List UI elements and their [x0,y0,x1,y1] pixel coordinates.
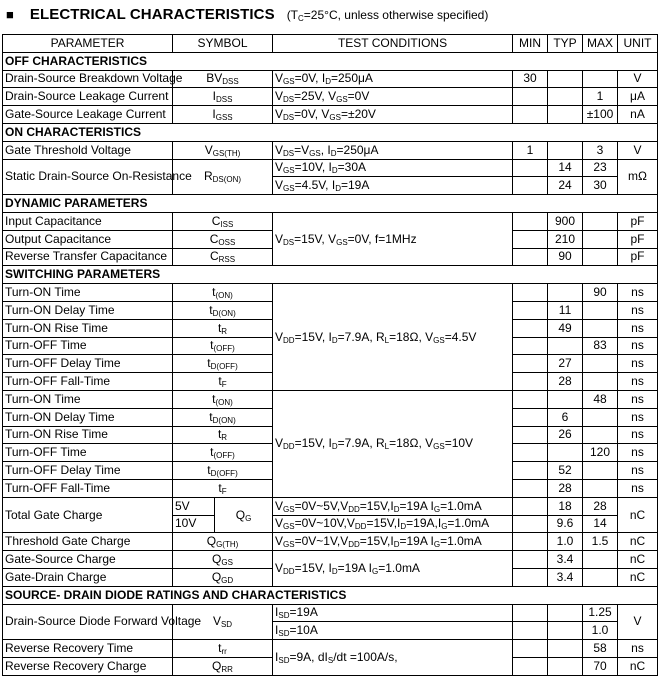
table-cell: Static Drain-Source On-Resistance [3,159,173,195]
table-cell: $V_{SD}$ [173,604,273,640]
table-cell [513,408,548,426]
section-title: SOURCE- DRAIN DIODE RATINGS AND CHARACTERISTICS [3,586,658,604]
table-cell: $t_{(ON)}$ [173,284,273,302]
table-cell [548,337,583,355]
table-cell: 48 [583,390,618,408]
section-row [3,586,658,604]
table-cell: 24 [548,177,583,195]
table-cell: $Q_{GD}$ [173,568,273,586]
table-cell [513,390,548,408]
table-cell: 70 [583,657,618,675]
table-cell: 900 [548,212,583,230]
table-cell [548,70,583,88]
table-cell: $I_{SD}=9A$, $dI_S/dt =100A/s$, [273,640,513,676]
table-cell: 26 [548,426,583,444]
table-cell: Turn-OFF Fall-Time [3,373,173,391]
table-cell: $C_{OSS}$ [173,230,273,248]
table-cell [513,177,548,195]
table-cell: 3.4 [548,551,583,569]
section-row [3,195,658,213]
table-row [3,497,658,515]
table-cell [583,551,618,569]
table-cell: Input Capacitance [3,212,173,230]
table-cell: Gate-Source Leakage Current [3,106,173,124]
table-cell: $t_{D(OFF)}$ [173,355,273,373]
page-title: ELECTRICAL CHARACTERISTICS [29,6,275,23]
table-cell: $t_{(ON)}$ [173,390,273,408]
section-row [3,123,658,141]
table-cell: Threshold Gate Charge [3,533,173,551]
column-header: SYMBOL [173,35,273,53]
table-cell [548,622,583,640]
table-cell [548,284,583,302]
table-cell: 9.6 [548,515,583,533]
table-cell [513,248,548,266]
table-cell [548,88,583,106]
bullet-square-icon: ■ [6,7,14,22]
table-cell [513,657,548,675]
table-cell [513,444,548,462]
table-cell [583,301,618,319]
table-cell: 11 [548,301,583,319]
table-cell: 90 [583,284,618,302]
column-header: MAX [583,35,618,53]
table-cell: ns [618,284,658,302]
section-title: DYNAMIC PARAMETERS [3,195,658,213]
table-cell [513,355,548,373]
table-cell: Turn-ON Rise Time [3,426,173,444]
table-cell: $I_{SD}=10A$ [273,622,513,640]
table-cell: 23 [583,159,618,177]
table-cell: Gate-Source Charge [3,551,173,569]
table-row [3,70,658,88]
table-cell [583,355,618,373]
table-cell [583,70,618,88]
table-cell: $I_{SD}=19A$ [273,604,513,622]
test-temperature-note: ($T_C=25^\circ C$, unless otherwise specified) [286,8,489,23]
table-cell [583,462,618,480]
table-cell: Turn-ON Rise Time [3,319,173,337]
table-cell: nA [618,106,658,124]
table-cell [513,88,548,106]
section-title: ON CHARACTERISTICS [3,123,658,141]
table-cell: V [618,141,658,159]
table-cell: 83 [583,337,618,355]
table-row [3,141,658,159]
table-cell: Turn-ON Time [3,390,173,408]
gate-voltage-condition: 5V [173,497,215,515]
table-cell: nC [618,657,658,675]
table-cell: 1.5 [583,533,618,551]
table-cell: $V_{GS}=0V\sim 10V,V_{DD}=15V,I_D=19A,I_G=1.0mA$ [273,515,513,533]
table-cell [513,515,548,533]
table-cell: nC [618,497,658,533]
table-row [3,212,658,230]
table-cell: $I_{DSS}$ [173,88,273,106]
electrical-characteristics-table [2,34,658,676]
table-cell: Gate Threshold Voltage [3,141,173,159]
table-cell [583,479,618,497]
section-row [3,266,658,284]
table-cell: Drain-Source Breakdown Voltage [3,70,173,88]
table-cell: Reverse Recovery Charge [3,657,173,675]
table-cell [513,497,548,515]
header-row [3,35,658,53]
table-cell: ns [618,462,658,480]
table-cell: $t_{(OFF)}$ [173,337,273,355]
table-cell [513,551,548,569]
table-cell: ns [618,640,658,658]
table-cell: ns [618,390,658,408]
table-cell: $V_{GS}=4.5V$, $I_D=19A$ [273,177,513,195]
table-cell: Reverse Recovery Time [3,640,173,658]
table-cell: ns [618,355,658,373]
table-cell: 52 [548,462,583,480]
table-cell [513,230,548,248]
table-cell: $V_{DD}=15V$, $I_D=19A$ $I_G=1.0mA$ [273,551,513,587]
table-cell [513,622,548,640]
table-cell: μA [618,88,658,106]
table-cell: $t_F$ [173,373,273,391]
table-heading [6,6,488,30]
table-cell: 1.25 [583,604,618,622]
table-cell: ns [618,301,658,319]
table-cell: 49 [548,319,583,337]
table-cell: $V_{GS}=0V\sim 1V,V_{DD}=15V,I_D=19A$ $I_G=1.0mA$ [273,533,513,551]
table-cell [513,462,548,480]
table-cell: $C_{ISS}$ [173,212,273,230]
table-cell: ns [618,373,658,391]
table-cell: Turn-OFF Fall-Time [3,479,173,497]
table-cell [583,230,618,248]
table-cell: 27 [548,355,583,373]
section-row [3,52,658,70]
table-cell [583,319,618,337]
table-cell: $V_{DS}=0V$, $V_{GS}=\pm 20V$ [273,106,513,124]
table-cell: $t_{D(OFF)}$ [173,462,273,480]
table-cell [513,159,548,177]
table-cell: 28 [583,497,618,515]
table-row [3,533,658,551]
table-cell: Turn-ON Delay Time [3,408,173,426]
table-cell [513,533,548,551]
table-cell: $I_{GSS}$ [173,106,273,124]
table-cell: Drain-Source Leakage Current [3,88,173,106]
table-cell: Turn-OFF Time [3,444,173,462]
table-row [3,88,658,106]
table-cell: 30 [513,70,548,88]
table-body [3,35,658,676]
table-cell: pF [618,230,658,248]
table-cell: 28 [548,373,583,391]
table-cell [513,604,548,622]
table-cell: ns [618,319,658,337]
table-cell: Drain-Source Diode Forward Voltage [3,604,173,640]
section-title: SWITCHING PARAMETERS [3,266,658,284]
table-cell: $t_{D(ON)}$ [173,408,273,426]
table-cell [583,248,618,266]
table-cell: 6 [548,408,583,426]
table-cell: 3.4 [548,568,583,586]
table-cell: 1 [583,88,618,106]
table-cell [548,640,583,658]
table-cell [513,479,548,497]
table-cell [583,373,618,391]
table-cell: pF [618,212,658,230]
table-cell: $V_{GS}=0V$, $I_D=250\mu A$ [273,70,513,88]
table-cell [583,568,618,586]
table-cell: 14 [583,515,618,533]
table-cell: V [618,604,658,640]
table-cell [513,106,548,124]
table-cell: $t_R$ [173,319,273,337]
column-header: TEST CONDITIONS [273,35,513,53]
table-cell: $V_{DS}=25V$, $V_{GS}=0V$ [273,88,513,106]
table-cell: Turn-OFF Time [3,337,173,355]
table-cell: $Q_{GS}$ [173,551,273,569]
table-cell [548,604,583,622]
table-cell: $t_{(OFF)}$ [173,444,273,462]
table-cell: 28 [548,479,583,497]
table-row [3,390,658,408]
table-row [3,284,658,302]
table-cell: $V_{DS}=V_{GS}$, $I_D=250\mu A$ [273,141,513,159]
column-header: UNIT [618,35,658,53]
gate-voltage-condition: 10V [173,515,215,533]
table-cell: Turn-ON Delay Time [3,301,173,319]
table-cell: mΩ [618,159,658,195]
table-cell [548,141,583,159]
table-cell [513,212,548,230]
table-cell: $Q_G$ [215,497,273,533]
table-cell: 210 [548,230,583,248]
table-row [3,106,658,124]
table-cell: $C_{RSS}$ [173,248,273,266]
table-cell: $t_{D(ON)}$ [173,301,273,319]
table-cell: $V_{DS}=15V$, $V_{GS}=0V$, f=1MHz [273,212,513,265]
table-cell: $t_F$ [173,479,273,497]
column-header: PARAMETER [3,35,173,53]
table-cell: Turn-OFF Delay Time [3,462,173,480]
table-cell: 30 [583,177,618,195]
table-cell: nC [618,551,658,569]
table-cell [583,212,618,230]
table-cell: Output Capacitance [3,230,173,248]
table-cell: Reverse Transfer Capacitance [3,248,173,266]
table-cell [513,319,548,337]
section-title: OFF CHARACTERISTICS [3,52,658,70]
table-cell: $V_{GS(TH)}$ [173,141,273,159]
table-cell: V [618,70,658,88]
table-cell: $R_{DS(ON)}$ [173,159,273,195]
table-cell [583,408,618,426]
table-cell: 120 [583,444,618,462]
table-cell: 1.0 [583,622,618,640]
table-cell: $t_{rr}$ [173,640,273,658]
table-cell [513,373,548,391]
table-cell: 18 [548,497,583,515]
table-cell [583,426,618,444]
column-header: TYP [548,35,583,53]
table-cell [548,106,583,124]
table-cell: pF [618,248,658,266]
table-cell: ±100 [583,106,618,124]
table-cell: $V_{DD}=15V$, $I_D=7.9A$, $R_L=18\Omega$, $V_{GS}=4.5V$ [273,284,513,391]
table-cell: Gate-Drain Charge [3,568,173,586]
table-cell: ns [618,337,658,355]
table-cell [513,337,548,355]
table-cell: $Q_{RR}$ [173,657,273,675]
table-cell: ns [618,444,658,462]
table-row [3,640,658,658]
table-cell: ns [618,426,658,444]
table-cell: 14 [548,159,583,177]
table-cell: Turn-ON Time [3,284,173,302]
table-cell: 3 [583,141,618,159]
table-cell [513,426,548,444]
table-cell: $t_R$ [173,426,273,444]
table-cell [513,284,548,302]
table-cell: 1.0 [548,533,583,551]
table-cell: $V_{DD}=15V$, $I_D=7.9A$, $R_L=18\Omega$, $V_{GS}=10V$ [273,390,513,497]
table-row [3,604,658,622]
table-cell: $BV_{DSS}$ [173,70,273,88]
table-cell: 1 [513,141,548,159]
table-row [3,551,658,569]
table-cell: 90 [548,248,583,266]
table-cell [513,640,548,658]
table-cell: nC [618,568,658,586]
table-cell: $Q_{G(TH)}$ [173,533,273,551]
column-header: MIN [513,35,548,53]
table-cell: Total Gate Charge [3,497,173,533]
table-cell [513,568,548,586]
table-cell: nC [618,533,658,551]
table-cell: Turn-OFF Delay Time [3,355,173,373]
table-cell [548,444,583,462]
table-cell [548,657,583,675]
table-row [3,159,658,177]
table-cell: $V_{GS}=10V$, $I_D=30A$ [273,159,513,177]
table-cell: 58 [583,640,618,658]
table-cell: ns [618,408,658,426]
table-cell: ns [618,479,658,497]
table-cell [548,390,583,408]
table-cell [513,301,548,319]
table-cell: $V_{GS}=0V\sim 5V,V_{DD}=15V,I_D=19A$ $I_G=1.0mA$ [273,497,513,515]
